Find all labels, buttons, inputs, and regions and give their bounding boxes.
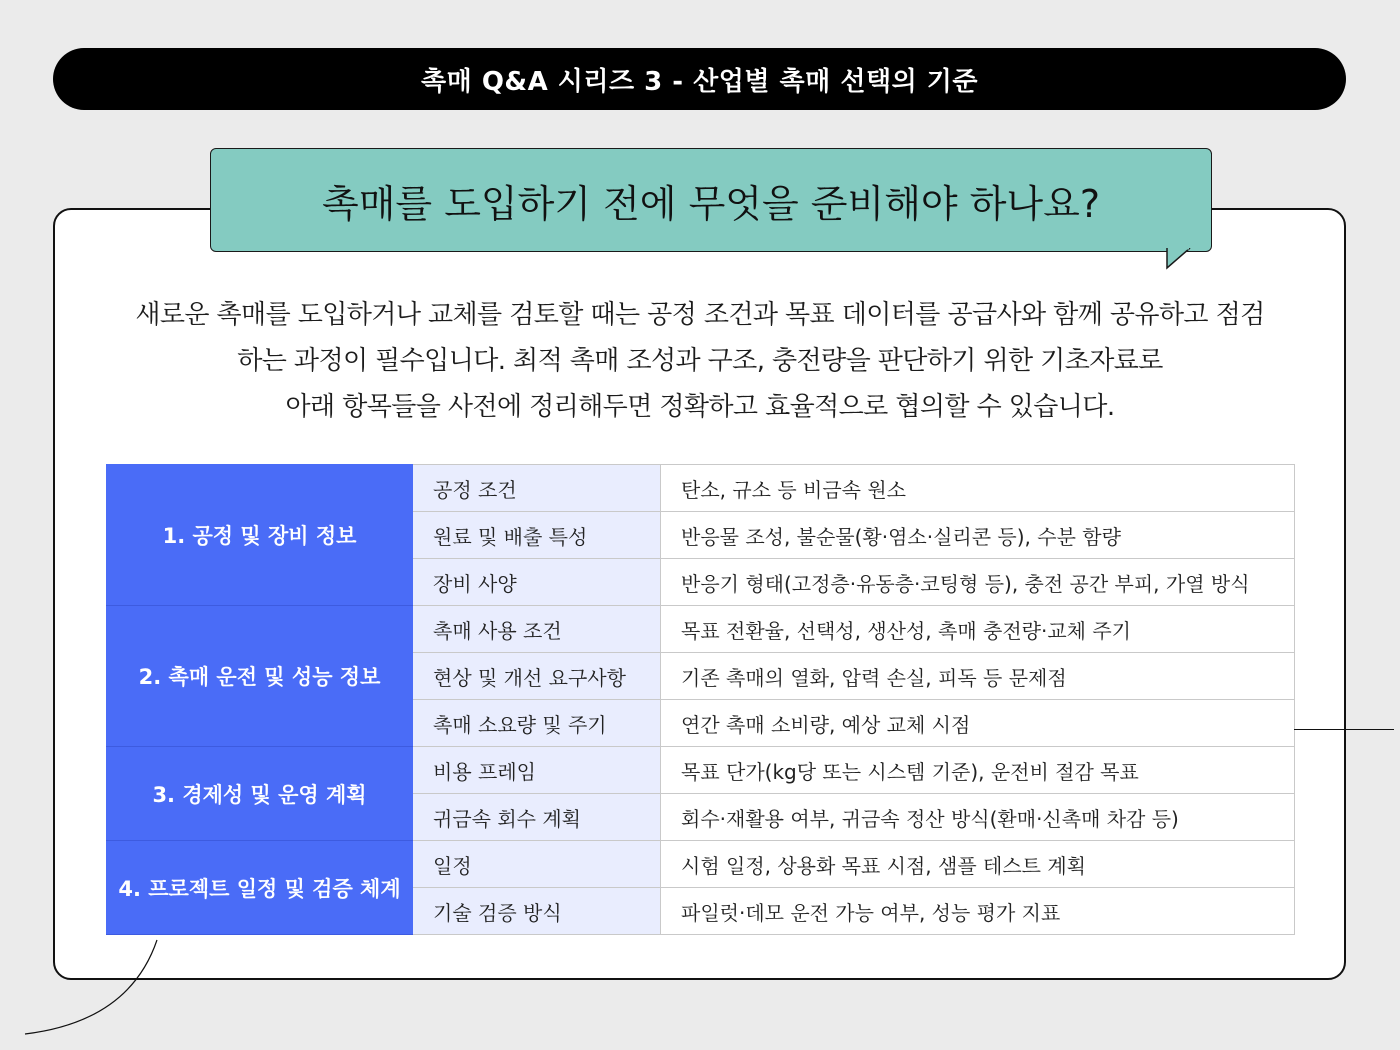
table-row xyxy=(107,465,1295,512)
item-name: 일정 xyxy=(413,841,661,888)
group-title: 1. 공정 및 장비 정보 xyxy=(107,465,413,606)
group-title: 3. 경제성 및 운영 계획 xyxy=(107,747,413,841)
item-name: 촉매 사용 조건 xyxy=(413,606,661,653)
item-name: 기술 검증 방식 xyxy=(413,888,661,935)
decorative-line xyxy=(1294,729,1394,730)
item-name: 현상 및 개선 요구사항 xyxy=(413,653,661,700)
question-bubble xyxy=(210,148,1212,252)
item-description: 목표 단가(kg당 또는 시스템 기준), 운전비 절감 목표 xyxy=(661,747,1295,794)
intro-line: 새로운 촉매를 도입하거나 교체를 검토할 때는 공정 조건과 목표 데이터를 공급사와 함께 공유하고 점검 xyxy=(135,300,1265,330)
item-description: 탄소, 규소 등 비금속 원소 xyxy=(661,465,1295,512)
item-name: 원료 및 배출 특성 xyxy=(413,512,661,559)
speech-tail-icon xyxy=(1166,248,1216,272)
item-name: 장비 사양 xyxy=(413,559,661,606)
item-description: 회수·재활용 여부, 귀금속 정산 방식(환매·신촉매 차감 등) xyxy=(661,794,1295,841)
item-description: 연간 촉매 소비량, 예상 교체 시점 xyxy=(661,700,1295,747)
intro-paragraph xyxy=(80,292,1320,430)
item-description: 파일럿·데모 운전 가능 여부, 성능 평가 지표 xyxy=(661,888,1295,935)
series-title: 촉매 Q&A 시리즈 3 - 산업별 촉매 선택의 기준 xyxy=(421,66,978,97)
item-name: 공정 조건 xyxy=(413,465,661,512)
item-description: 기존 촉매의 열화, 압력 손실, 피독 등 문제점 xyxy=(661,653,1295,700)
table-row xyxy=(107,747,1295,794)
question-text: 촉매를 도입하기 전에 무엇을 준비해야 하나요? xyxy=(321,181,1101,226)
item-description: 반응기 형태(고정층·유동층·코팅형 등), 충전 공간 부피, 가열 방식 xyxy=(661,559,1295,606)
group-title: 2. 촉매 운전 및 성능 정보 xyxy=(107,606,413,747)
item-description: 목표 전환율, 선택성, 생산성, 촉매 충전량·교체 주기 xyxy=(661,606,1295,653)
table-row xyxy=(107,606,1295,653)
item-name: 비용 프레임 xyxy=(413,747,661,794)
item-name: 촉매 소요량 및 주기 xyxy=(413,700,661,747)
series-title-banner xyxy=(53,48,1346,110)
group-title: 4. 프로젝트 일정 및 검증 체계 xyxy=(107,841,413,935)
intro-line: 하는 과정이 필수입니다. 최적 촉매 조성과 구조, 충전량을 판단하기 위한 기초자료로 xyxy=(237,346,1163,376)
preparation-table xyxy=(106,464,1295,935)
intro-line: 아래 항목들을 사전에 정리해두면 정확하고 효율적으로 협의할 수 있습니다. xyxy=(285,392,1115,422)
item-description: 반응물 조성, 불순물(황·염소·실리콘 등), 수분 함량 xyxy=(661,512,1295,559)
item-name: 귀금속 회수 계획 xyxy=(413,794,661,841)
table-row xyxy=(107,841,1295,888)
item-description: 시험 일정, 상용화 목표 시점, 샘플 테스트 계획 xyxy=(661,841,1295,888)
